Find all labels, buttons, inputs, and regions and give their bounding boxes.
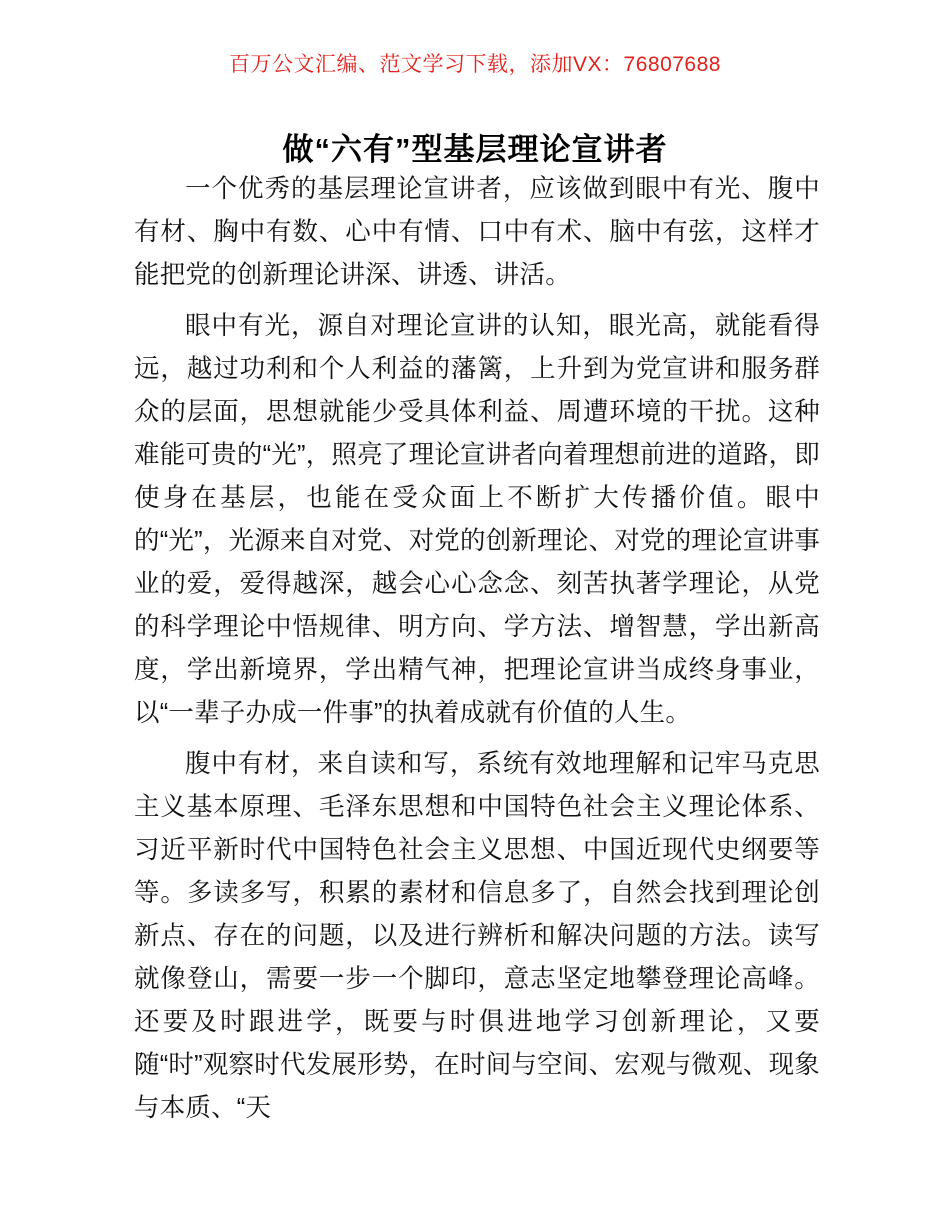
document-body	[134, 168, 820, 1130]
paragraph-1: 一个优秀的基层理论宣讲者，应该做到眼中有光、腹中有材、胸中有数、心中有情、口中有术、脑中有弦，这样才能把党的创新理论讲深、讲透、讲活。	[134, 175, 820, 289]
paragraph-3: 腹中有材，来自读和写，系统有效地理解和记牢马克思主义基本原理、毛泽东思想和中国特色社会主义理论体系、习近平新时代中国特色社会主义思想、中国近现代史纲要等等。多读多写，积累的素材和信息多了，自然会找到理论创新点、存在的问题，以及进行辨析和解决问题的方法。读写就像登山，需要一步一个脚印，意志坚定地攀登理论高峰。还要及时跟进学，既要与时俱进地学习创新理论，又要随“时”观察时代发展形势，在时间与空间、宏观与微观、现象与本质、“天	[134, 750, 820, 1122]
promo-watermark-banner: 百万公文汇编、范文学习下载，添加VX：76807688	[229, 53, 721, 76]
page-title: 做“六有”型基层理论宣讲者	[282, 131, 668, 167]
paragraph-2: 眼中有光，源自对理论宣讲的认知，眼光高，就能看得远，越过功利和个人利益的藩篱，上升到为党宣讲和服务群众的层面，思想就能少受具体利益、周遭环境的干扰。这种难能可贵的“光”，照亮了理论宣讲者向着理想前进的道路，即使身在基层，也能在受众面上不断扩大传播价值。眼中的“光”，光源来自对党、对党的创新理论、对党的理论宣讲事业的爱，爱得越深，越会心心念念、刻苦执著学理论，从党的科学理论中悟规律、明方向、学方法、增智慧，学出新高度，学出新境界，学出精气神，把理论宣讲当成终身事业，以“一辈子办成一件事”的执着成就有价值的人生。	[134, 312, 820, 727]
